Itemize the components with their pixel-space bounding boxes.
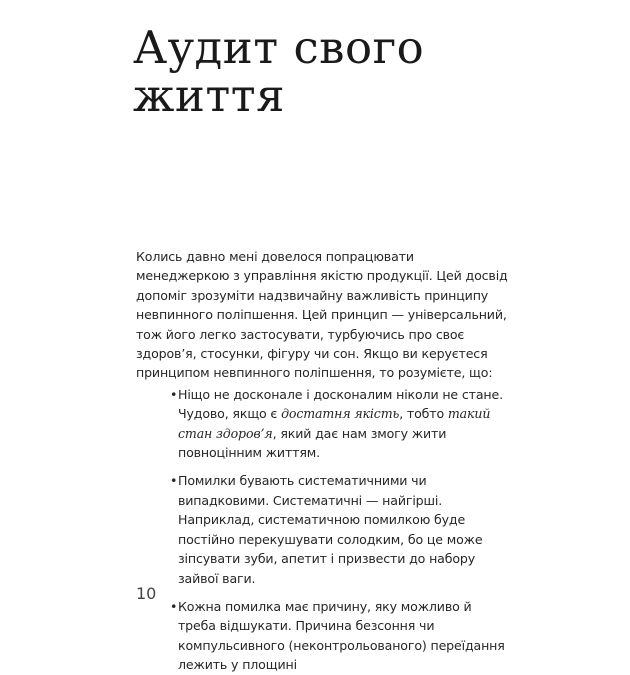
list-item-text: , тобто [399, 406, 448, 422]
list-item-text: Кожна помилка має причину, яку можливо й треба відшукати. Причина безсоння чи компульсивного (неконтрольованого) переїдання лежить у площині [178, 598, 505, 673]
principles-list [136, 385, 508, 675]
list-item-text: Помилки бувають систематичними чи випадковими. Систематичні — найгірші. Наприклад, систематичною помилкою буде постійно перекушувати солодким, бо це може зіпсувати зуби, апетит і призвести до набору зайвої ваги. [178, 473, 483, 586]
body-text [136, 247, 508, 675]
bullet-icon: • [170, 598, 178, 614]
chapter-title-line-1: Аудит свого [133, 21, 425, 74]
list-item [136, 471, 508, 587]
emphasis-text: достатня якість [281, 406, 400, 422]
bullet-icon: • [170, 386, 178, 402]
intro-paragraph: Колись давно мені довелося попрацювати менеджеркою з управління якістю продукції. Цей досвід допоміг зрозуміти надзвичайну важливість принципу невпинного поліпшення. Цей принцип — універсальний, тож його легко застосувати, турбуючись про своє здоров’я, стосунки, фігуру чи сон. Якщо ви керуєтеся принципом невпинного поліпшення, то розумієте, що: [136, 249, 508, 381]
emphasis-text: такий стан здоров’я [178, 406, 491, 441]
bullet-icon: • [170, 473, 178, 489]
list-item [136, 597, 508, 675]
chapter-title-line-2: життя [133, 69, 286, 122]
list-item-text: Ніщо не досконале і досконалим ніколи не стане. Чудово, якщо є [178, 386, 503, 422]
list-item [136, 385, 508, 463]
list-item-text: , який дає нам змогу жити повноцінним життям. [178, 425, 447, 461]
page-number: 10 [136, 584, 157, 603]
chapter-title [133, 21, 553, 122]
